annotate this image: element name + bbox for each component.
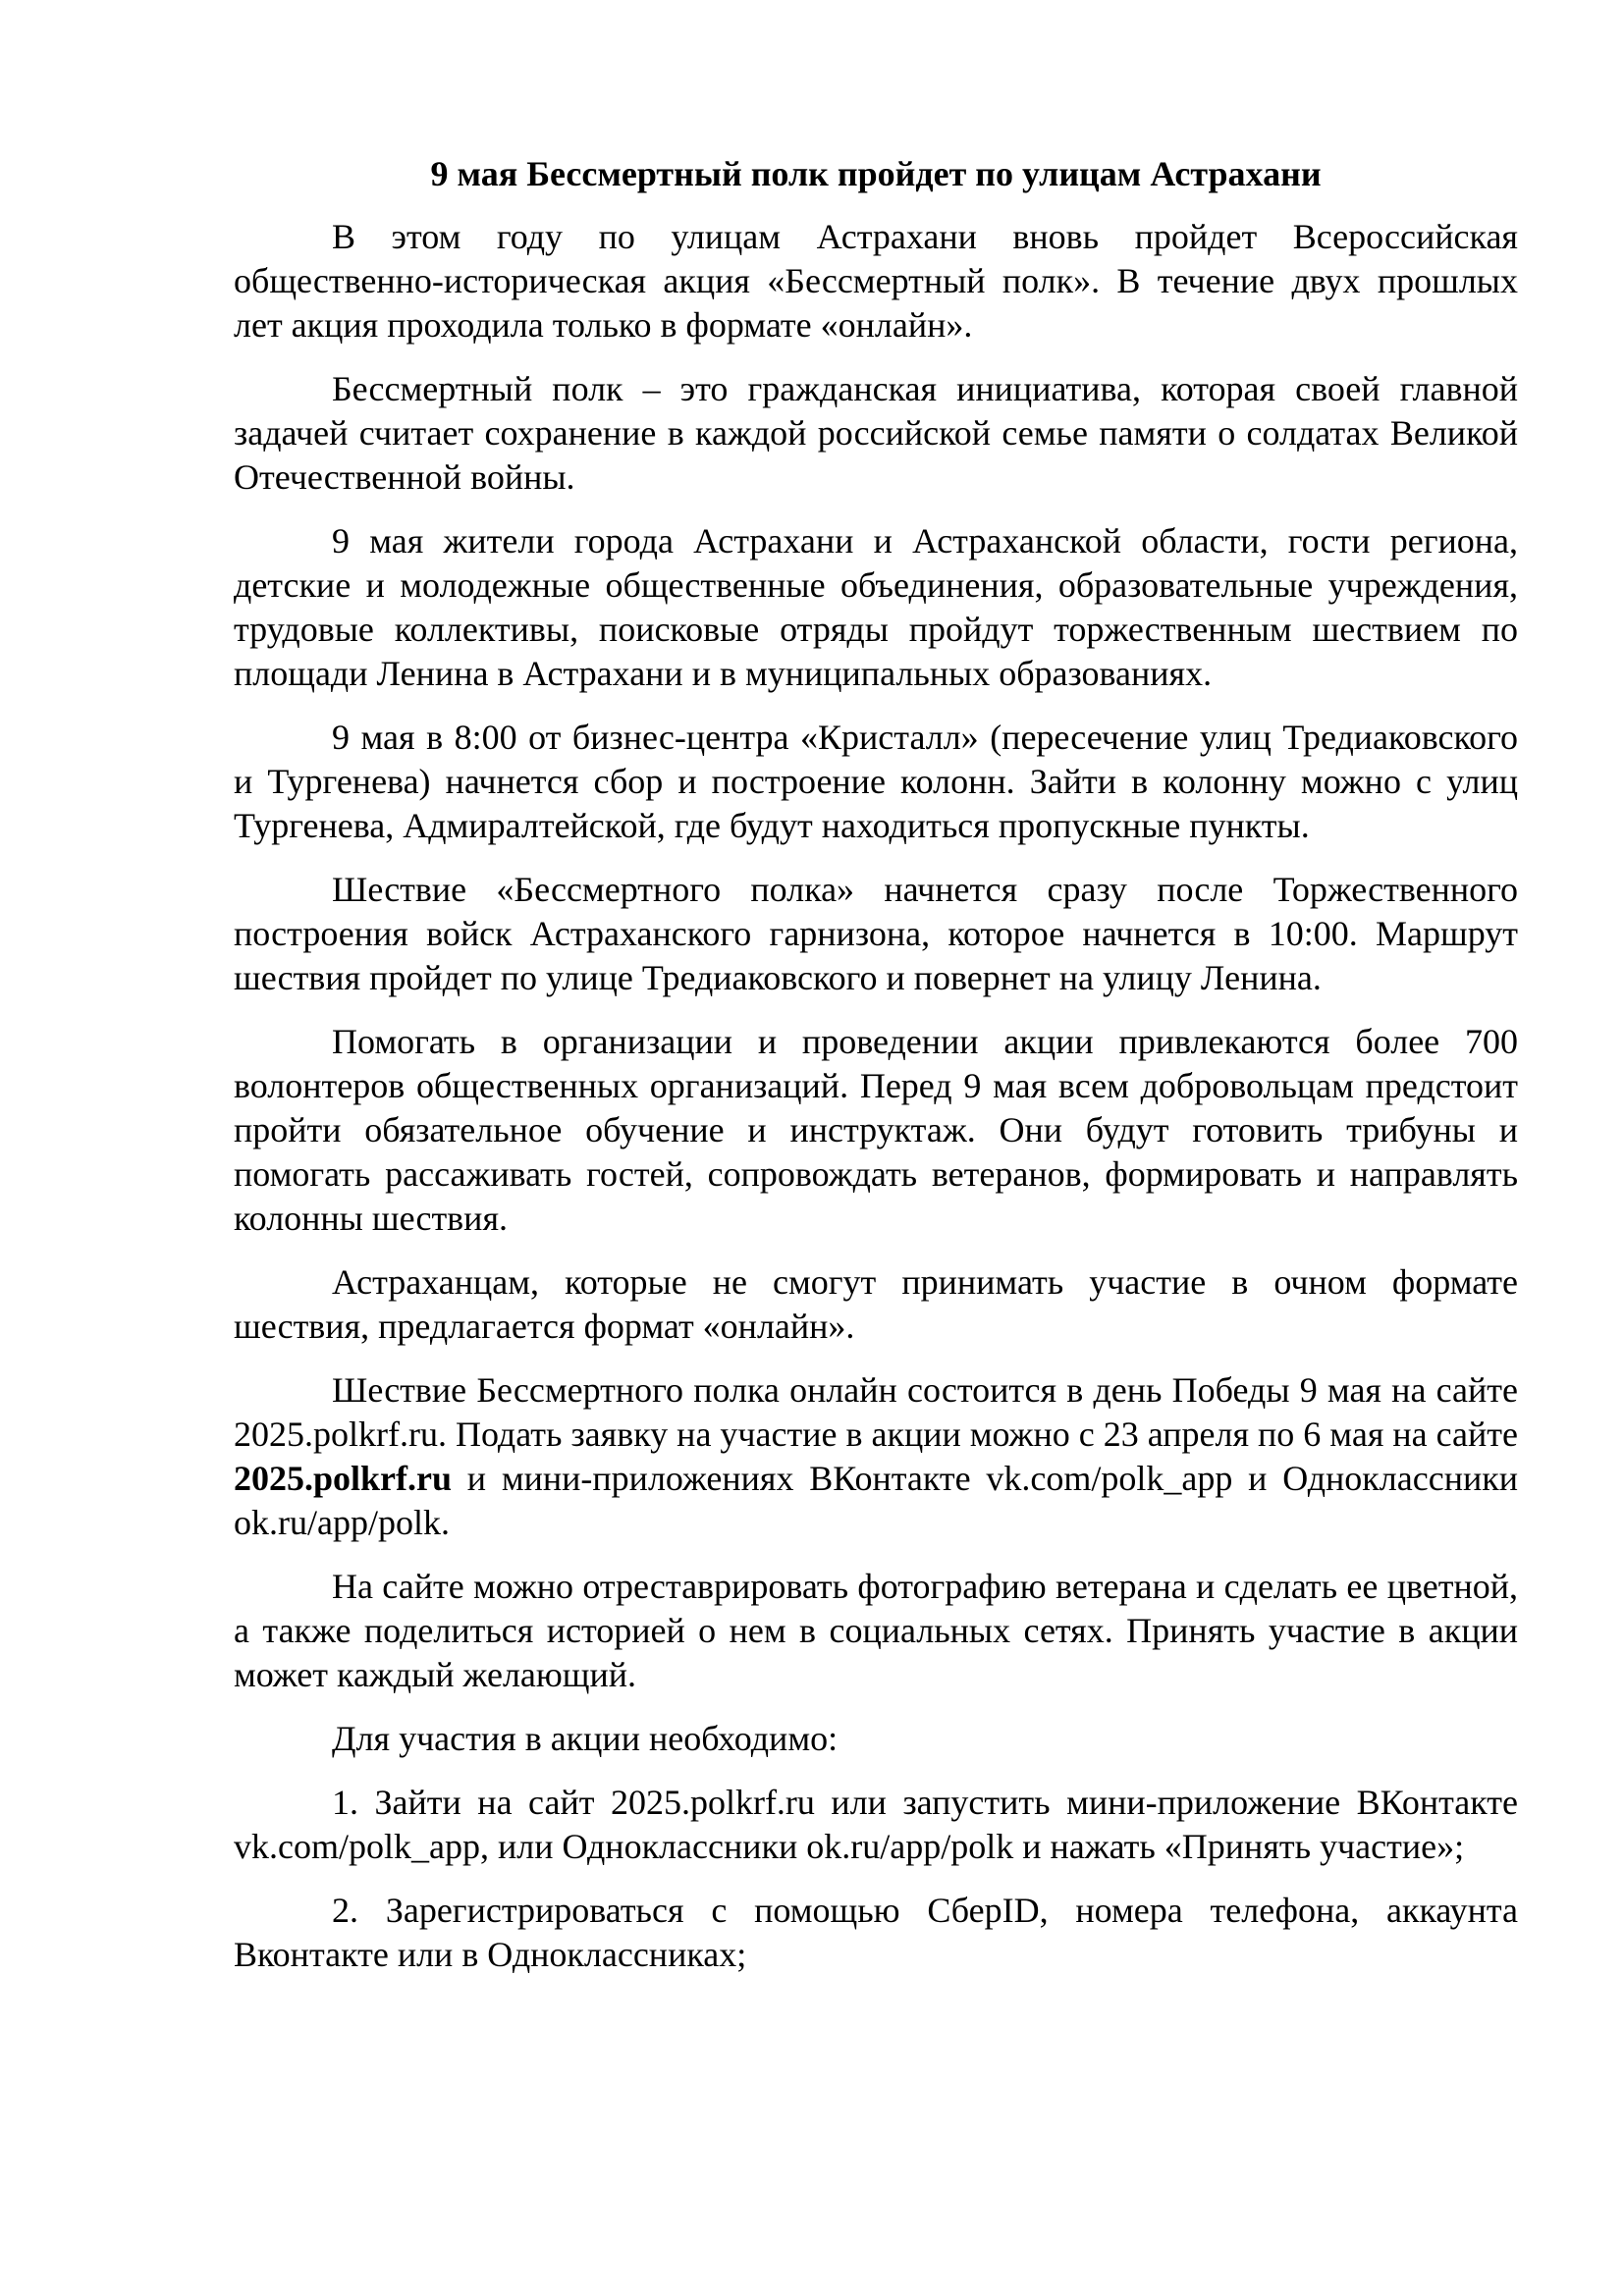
document-page xyxy=(234,152,1518,1997)
paragraph-volunteers: Помогать в организации и проведении акции привлекаются более 700 волонтеров общественных организаций. Перед 9 мая всем добровольцам предстоит пройти обязательное обучение и инструктаж. Они будут готовить трибуны и помогать рассаживать гостей, сопровождать ветеранов, формировать и направлять колонны шествия. xyxy=(234,1022,1518,1238)
site-link-bold: 2025.polkrf.ru xyxy=(234,1459,453,1498)
document-title: 9 мая Бессмертный полк пройдет по улицам Астрахани xyxy=(430,154,1322,193)
paragraph-intro: В этом году по улицам Астрахани вновь пройдет Всероссийская общественно-историческая акция «Бессмертный полк». В течение двух прошлых лет акция проходила только в формате «онлайн». xyxy=(234,217,1518,345)
paragraph-definition: Бессмертный полк – это гражданская инициатива, которая своей главной задачей считает сохранение в каждой российской семье памяти о солдатах Великой Отечественной войны. xyxy=(234,369,1518,497)
paragraph-online-procession xyxy=(234,1368,1518,1545)
online-text-part2: и мини-приложениях ВКонтакте vk.com/polk_app и Одноклассники ok.ru/app/polk. xyxy=(234,1459,1518,1542)
paragraph-participants: 9 мая жители города Астрахани и Астраханской области, гости региона, детские и молодежные общественные объединения, образовательные учреждения, трудовые коллективы, поисковые отряды пройдут торжественным шествием по площади Ленина в Астрахани и в муниципальных образованиях. xyxy=(234,521,1518,693)
online-text-part1: Шествие Бессмертного полка онлайн состоится в день Победы 9 мая на сайте 2025.polkrf.ru. Подать заявку на участие в акции можно с 23 апреля по 6 мая на сайте xyxy=(234,1370,1518,1454)
paragraph-route: Шествие «Бессмертного полка» начнется сразу после Торжественного построения войск Астраханского гарнизона, которое начнется в 10:00. Маршрут шествия пройдет по улице Тредиаковского и повернет на улицу Ленина. xyxy=(234,870,1518,997)
paragraph-photo-restoration: На сайте можно отреставрировать фотографию ветерана и сделать ее цветной, а также поделиться историей о нем в социальных сетях. Принять участие в акции может каждый желающий. xyxy=(234,1567,1518,1694)
paragraph-instructions-heading: Для участия в акции необходимо: xyxy=(332,1719,839,1758)
list-item-step-1: 1. Зайти на сайт 2025.polkrf.ru или запустить мини-приложение ВКонтакте vk.com/polk_app, или Одноклассники ok.ru/app/polk и нажать «Принять участие»; xyxy=(234,1783,1518,1866)
list-item-step-2: 2. Зарегистрироваться с помощью СберID, номера телефона, аккаунта Вконтакте или в Одноклассниках; xyxy=(234,1891,1518,1974)
paragraph-gathering: 9 мая в 8:00 от бизнес-центра «Кристалл» (пересечение улиц Тредиаковского и Тургенева) начнется сбор и построение колонн. Зайти в колонну можно с улиц Тургенева, Адмиралтейской, где будут находиться пропускные пункты. xyxy=(234,718,1518,845)
paragraph-online-format: Астраханцам, которые не смогут принимать участие в очном формате шествия, предлагается формат «онлайн». xyxy=(234,1262,1518,1346)
